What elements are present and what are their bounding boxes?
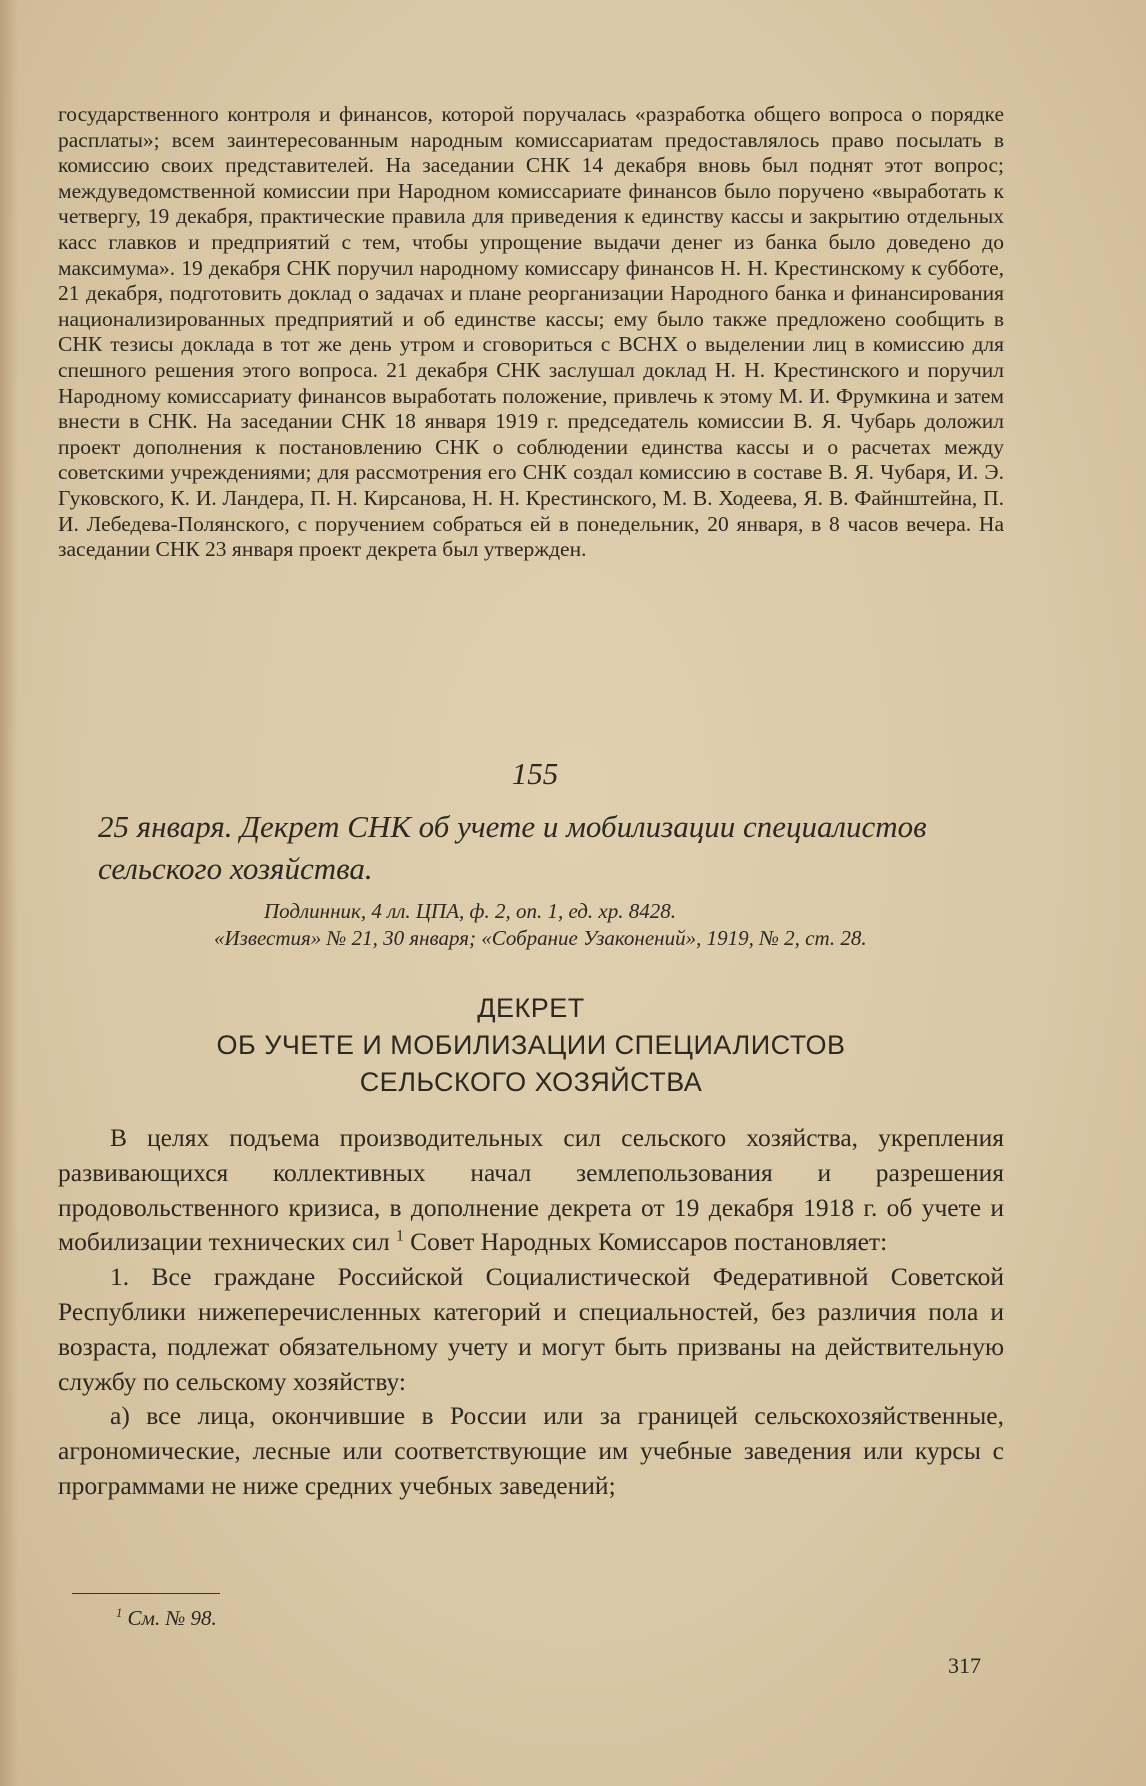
- page-number: 317: [948, 1653, 981, 1678]
- document-title: 25 января. Декрет СНК об учете и мобилизации специалистов сельского хозяйства.: [98, 809, 927, 886]
- decree-item-a: а) все лица, окончившие в России или за границей сельскохозяйственные, агрономические, лесные или соответствующие им учебные заведения или курсы с программами не ниже средних учебных заведений;: [58, 1401, 1004, 1500]
- intro-text-end: Совет Народных Комиссаров постановляет:: [403, 1227, 888, 1257]
- footnote-text: См. № 98.: [127, 1606, 217, 1630]
- intro-text: В целях подъема производительных сил сельского хозяйства, укрепления развивающихся коллективных начал землепользования и разрешения продовольственного кризиса, в дополнение декрета от 19 декабря 1918 г. об учете и мобилизации технических сил: [58, 1123, 1004, 1257]
- decree-body: [58, 1121, 1004, 1504]
- page-binding-shadow: [0, 0, 18, 1786]
- decree-heading-line1: ДЕКРЕТ: [477, 993, 585, 1023]
- preceding-note-text: государственного контроля и финансов, которой поручалась «разработка общего вопроса о порядке расплаты»; всем заинтересованным народным комиссариатам предоставлялось право посылать в комиссию своих представителей. На заседании СНК 14 декабря вновь был поднят этот вопрос; междуведомственной комиссии при Народном комиссариате финансов было поручено «выработать к четвергу, 19 декабря, практические правила для приведения к единству кассы и закрытию отдельных касс главков и предприятий с тем, чтобы упрощение выдачи денег из банка было доведено до максимума». 19 декабря СНК поручил народному комиссару финансов Н. Н. Крестинскому к субботе, 21 декабря, подготовить доклад о задачах и плане реорганизации Народного банка и финансирования национализированных предприятий и об единстве кассы; ему было также предложено сообщить в СНК тезисы доклада в тот же день утром и сговориться с ВСНХ о выделении лиц в комиссию для спешного решения этого вопроса. 21 декабря СНК заслушал доклад Н. Н. Крестинского и поручил Народному комиссариату финансов выработать положение, привлечь к этому М. И. Фрумкина и затем внести в СНК. На заседании СНК 18 января 1919 г. председатель комиссии В. Я. Чубарь доложил проект дополнения к постановлению СНК о соблюдении единства кассы и о расчетах между советскими учреждениями; для рассмотрения его СНК создал комиссию в составе В. Я. Чубаря, И. Э. Гуковского, К. И. Ландера, П. Н. Кирсанова, Н. Н. Крестинского, М. В. Ходеева, Я. В. Файнштейна, П. И. Лебедева-Полянского, с поручением собраться ей в понедельник, 20 января, в 8 часов вечера. На заседании СНК 23 января проект декрета был утвержден.: [58, 102, 1004, 562]
- document-number: 155: [511, 756, 559, 791]
- footnote-mark: 1: [116, 1606, 123, 1620]
- decree-heading-line3: СЕЛЬСКОГО ХОЗЯЙСТВА: [359, 1067, 703, 1097]
- footnote: [116, 1606, 217, 1631]
- decree-heading: [58, 990, 1004, 1101]
- source-publications: «Известия» № 21, 30 января; «Собрание Узаконений», 1919, № 2, ст. 28.: [214, 926, 867, 950]
- preceding-note: [58, 102, 1004, 563]
- decree-paragraph-1: 1. Все граждане Российской Социалистической Федеративной Советской Республики нижеперечисленных категорий и специальностей, без различия пола и возраста, подлежат обязательному учету и могут быть призваны на действительную службу по сельскому хозяйству:: [58, 1262, 1004, 1396]
- decree-intro: [58, 1121, 1004, 1260]
- document-sources: [214, 898, 1004, 952]
- intro-footnote-mark: 1: [396, 1227, 404, 1245]
- footnote-divider: [72, 1593, 220, 1594]
- source-archive: Подлинник, 4 лл. ЦПА, ф. 2, оп. 1, ед. хр. 8428.: [264, 899, 676, 923]
- decree-heading-line2: ОБ УЧЕТЕ И МОБИЛИЗАЦИИ СПЕЦИАЛИСТОВ: [216, 1030, 846, 1060]
